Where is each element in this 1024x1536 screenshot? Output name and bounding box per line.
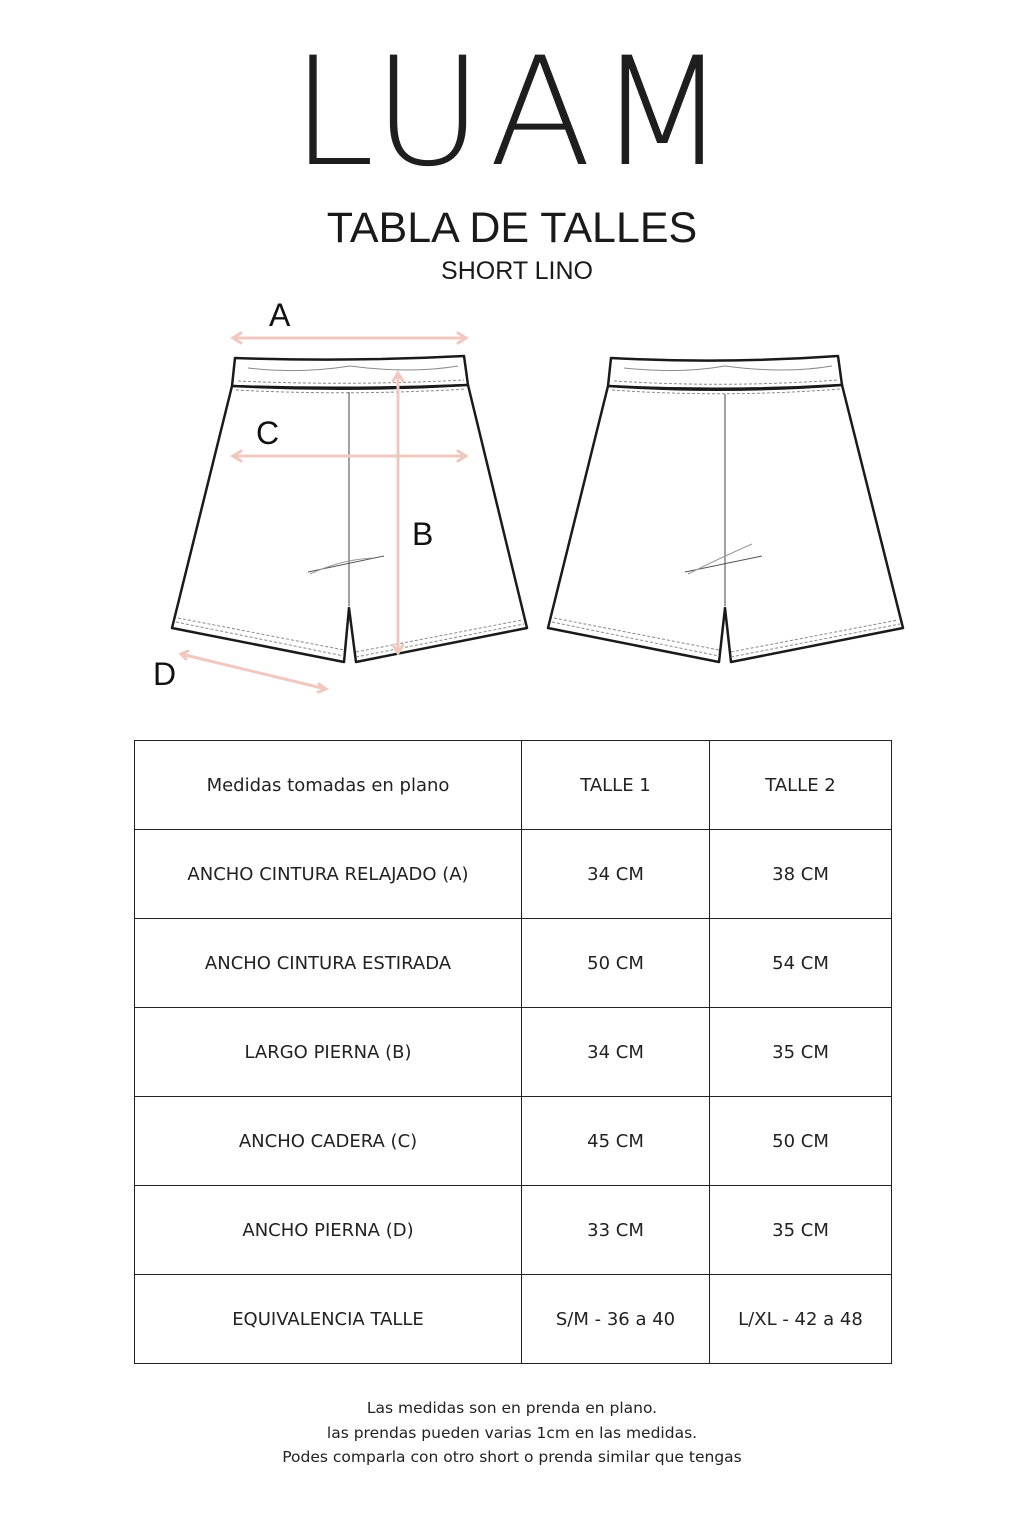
row-measure: LARGO PIERNA (B) (135, 1008, 522, 1097)
label-c: C (256, 415, 280, 451)
note-line: las prendas pueden varias 1cm en las medidas. (326, 1423, 698, 1442)
row-measure: ANCHO PIERNA (D) (135, 1186, 522, 1275)
table-row (135, 830, 892, 919)
row-measure: ANCHO CADERA (C) (135, 1097, 522, 1186)
row-size2: 38 CM (710, 830, 892, 919)
page-subtitle: SHORT LINO (441, 257, 593, 285)
table-row (135, 919, 892, 1008)
row-size1: 50 CM (522, 919, 710, 1008)
brand-logo: LUAM (291, 26, 733, 200)
page-title: TABLA DE TALLES (326, 204, 698, 252)
row-measure: ANCHO CINTURA RELAJADO (A) (135, 830, 522, 919)
row-size2: 50 CM (710, 1097, 892, 1186)
footer-notes (0, 1396, 1024, 1470)
table-row (135, 1186, 892, 1275)
row-size2: 54 CM (710, 919, 892, 1008)
row-size1: S/M - 36 a 40 (522, 1275, 710, 1364)
table-header-row (135, 741, 892, 830)
row-measure: ANCHO CINTURA ESTIRADA (135, 919, 522, 1008)
label-a: A (269, 297, 291, 333)
table-row (135, 1008, 892, 1097)
label-b: B (412, 516, 434, 552)
row-size2: 35 CM (710, 1186, 892, 1275)
label-d: D (153, 656, 177, 692)
header-measure: Medidas tomadas en plano (135, 741, 522, 830)
row-size1: 34 CM (522, 830, 710, 919)
row-size1: 34 CM (522, 1008, 710, 1097)
arrow-a (233, 333, 466, 343)
note-line: Podes comparla con otro short o prenda similar que tengas (282, 1448, 742, 1466)
table-row (135, 1097, 892, 1186)
header-size2: TALLE 2 (710, 741, 892, 830)
size-table (134, 740, 892, 1364)
row-size1: 45 CM (522, 1097, 710, 1186)
note-line: Las medidas son en prenda en plano. (366, 1399, 658, 1417)
row-size2: 35 CM (710, 1008, 892, 1097)
row-size2: L/XL - 42 a 48 (710, 1275, 892, 1364)
arrow-d (181, 651, 326, 692)
row-size1: 33 CM (522, 1186, 710, 1275)
header-size1: TALLE 1 (522, 741, 710, 830)
row-measure: EQUIVALENCIA TALLE (135, 1275, 522, 1364)
shorts-diagram (0, 290, 1024, 710)
table-row (135, 1275, 892, 1364)
